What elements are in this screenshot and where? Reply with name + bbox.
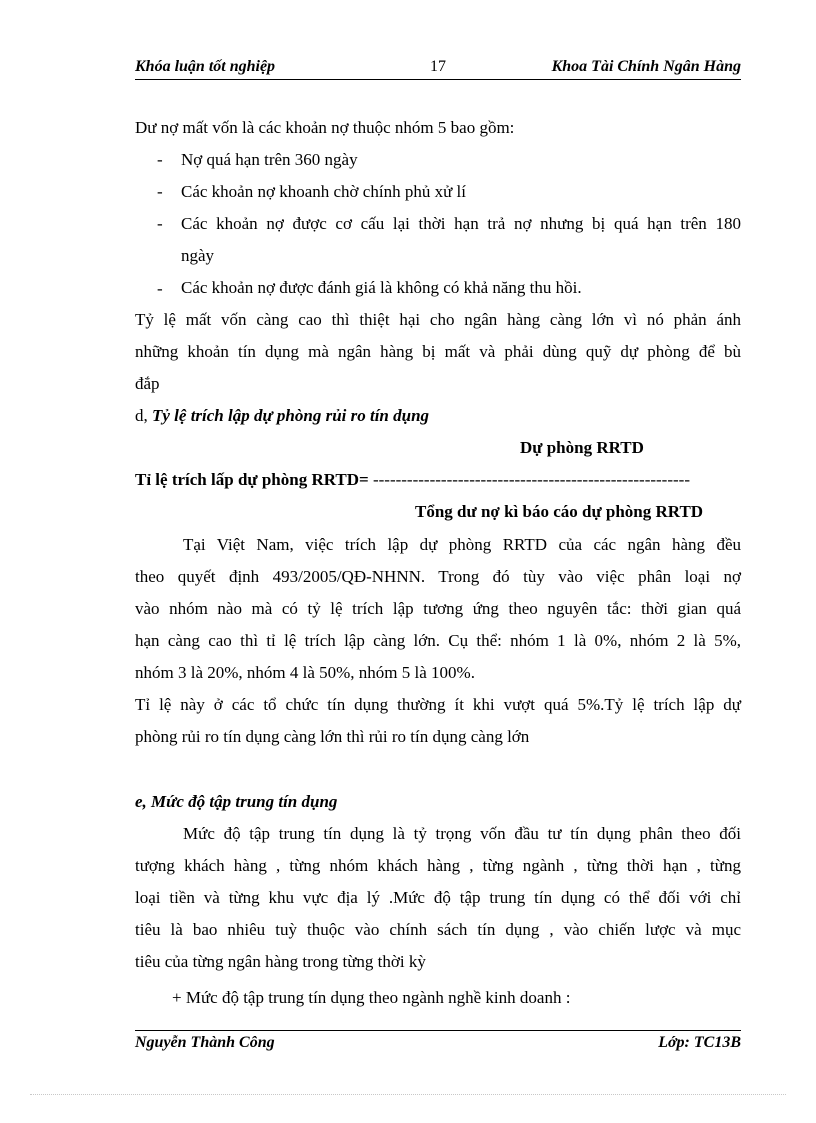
paragraph-line: loại tiền và từng khu vực địa lý .Mức độ tập trung tín dụng có thể đối với chỉ xyxy=(135,888,741,907)
bullet-item: Các khoản nợ khoanh chờ chính phủ xử lí xyxy=(181,182,466,201)
formula-denominator: Tổng dư nợ kì báo cáo dự phòng RRTD xyxy=(415,502,704,521)
paragraph-line: Tại Việt Nam, việc trích lập dự phòng RRTD của các ngân hàng đều xyxy=(183,535,741,554)
paragraph-line: tiêu là bao nhiêu tuỳ thuộc vào chính sách tín dụng , vào chiến lược và mục xyxy=(135,920,741,939)
paragraph-line: những khoản tín dụng mà ngân hàng bị mất và phải dùng quỹ dự phòng để bù xyxy=(135,342,741,361)
header-rule xyxy=(135,79,741,80)
bullet-dash: - xyxy=(157,182,163,201)
paragraph-line: Tỷ lệ mất vốn càng cao thì thiệt hại cho ngân hàng càng lớn vì nó phản ánh xyxy=(135,310,741,329)
formula-numerator: Dự phòng RRTD xyxy=(520,438,644,457)
paragraph-line: Tỉ lệ này ở các tổ chức tín dụng thường ít khi vượt quá 5%.Tỷ lệ trích lập dự xyxy=(135,695,741,714)
paragraph-line: theo quyết định 493/2005/QĐ-NHNN. Trong đó tùy vào việc phân loại nợ xyxy=(135,567,741,586)
footer-author: Nguyễn Thành Công xyxy=(135,1034,275,1051)
header-faculty-label: Khoa Tài Chính Ngân Hàng xyxy=(551,58,741,75)
paragraph-line: Mức độ tập trung tín dụng là tỷ trọng vốn đầu tư tín dụng phân theo đối xyxy=(183,824,741,843)
paragraph-line: tượng khách hàng , từng nhóm khách hàng , từng ngành , từng thời hạn , từng xyxy=(135,856,741,875)
paragraph-line: phòng rủi ro tín dụng càng lớn thì rủi ro tín dụng càng lớn xyxy=(135,727,530,746)
bullet-dash: - xyxy=(157,279,163,298)
page-header xyxy=(135,58,741,80)
paragraph-line: hạn càng cao thì tỉ lệ trích lập càng lớn. Cụ thể: nhóm 1 là 0%, nhóm 2 là 5%, xyxy=(135,631,741,650)
bullet-item: Các khoản nợ được đánh giá là không có khả năng thu hồi. xyxy=(181,278,582,297)
paragraph-line: vào nhóm nào mà có tỷ lệ trích lập tương ứng theo nguyên tắc: thời gian quá xyxy=(135,599,741,618)
bullet-item: Nợ quá hạn trên 360 ngày xyxy=(181,150,358,169)
header-page-number: 17 xyxy=(430,58,446,75)
bullet-dash: - xyxy=(157,150,163,169)
bullet-dash: - xyxy=(157,214,163,233)
formula-lhs: Tỉ lệ trích lấp dự phòng RRTD= xyxy=(135,470,373,489)
header-thesis-label: Khóa luận tốt nghiệp xyxy=(135,58,276,75)
paragraph-line: tiêu của từng ngân hàng trong từng thời kỳ xyxy=(135,952,426,971)
page-bottom-divider xyxy=(30,1094,786,1095)
concentration-subitem: + Mức độ tập trung tín dụng theo ngành nghề kinh doanh : xyxy=(172,988,571,1007)
section-d-prefix: d, xyxy=(135,406,152,425)
formula-line xyxy=(135,470,741,490)
intro-line: Dư nợ mất vốn là các khoản nợ thuộc nhóm 5 bao gồm: xyxy=(135,118,515,137)
formula-fraction-bar: -------------------------------------------------------- xyxy=(372,470,690,489)
bullet-item-continuation: ngày xyxy=(181,246,215,265)
footer-class: Lớp: TC13B xyxy=(658,1034,741,1051)
bullet-item: Các khoản nợ được cơ cấu lại thời hạn trả nợ nhưng bị quá hạn trên 180 xyxy=(181,214,741,233)
footer-rule xyxy=(135,1030,741,1031)
section-e-heading: e, Mức độ tập trung tín dụng xyxy=(135,792,338,811)
paragraph-line: nhóm 3 là 20%, nhóm 4 là 50%, nhóm 5 là 100%. xyxy=(135,663,475,682)
paragraph-line: đắp xyxy=(135,374,160,393)
section-d-heading xyxy=(135,406,741,426)
section-d-title: Tỷ lệ trích lập dự phòng rủi ro tín dụng xyxy=(152,406,430,425)
